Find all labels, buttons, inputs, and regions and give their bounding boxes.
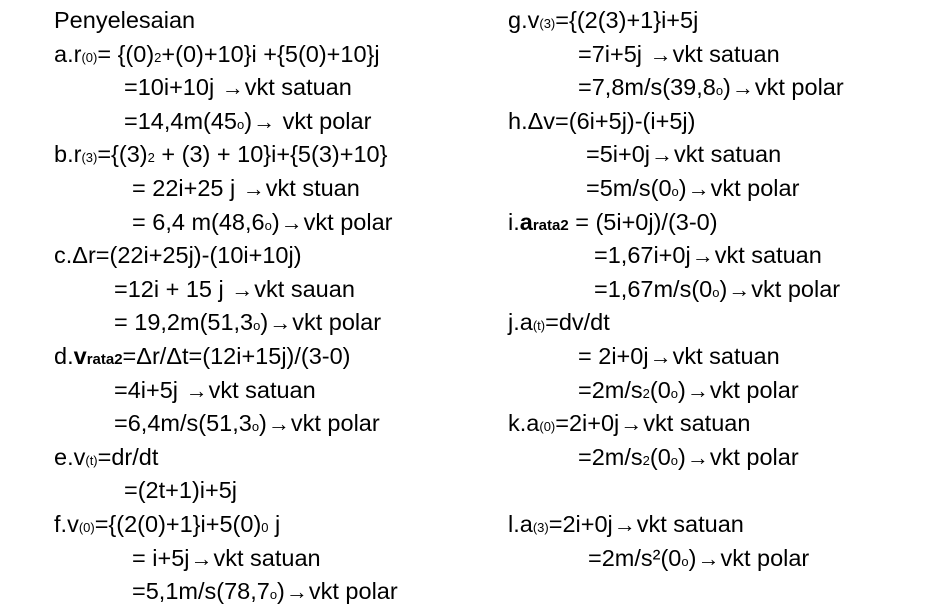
equation-text: vkt polar bbox=[308, 578, 398, 605]
equation-text: =7,8m/s(39,8 bbox=[578, 74, 716, 101]
subscript: (3) bbox=[539, 16, 556, 31]
solution-line bbox=[54, 340, 494, 374]
equation-text: =dv/dt bbox=[545, 309, 610, 336]
equation-text: =4i+5j bbox=[114, 376, 185, 403]
subscript: (0) bbox=[78, 519, 95, 535]
equation-text: ) bbox=[678, 376, 686, 403]
arrow-right-icon: → bbox=[221, 75, 244, 101]
superscript: 2 bbox=[642, 385, 650, 401]
equation-text: ={(2(0)+1}i+5(0) bbox=[94, 510, 262, 537]
arrow-right-icon: → bbox=[613, 511, 636, 537]
equation-text: vkt polar bbox=[754, 74, 844, 101]
equation-text: vkt polar bbox=[303, 208, 393, 235]
arrow-right-icon: → bbox=[269, 310, 292, 336]
equation-text: = {(0) bbox=[97, 40, 155, 67]
solution-line bbox=[54, 105, 494, 139]
solution-line bbox=[54, 441, 494, 475]
bold-symbol: a bbox=[519, 208, 533, 235]
subscript: (t) bbox=[85, 452, 98, 468]
arrow-right-icon: → bbox=[190, 545, 213, 571]
equation-text: v bbox=[73, 443, 86, 470]
superscript: o bbox=[237, 116, 245, 132]
solution-line bbox=[54, 474, 494, 508]
step-label: g. bbox=[508, 7, 528, 33]
equation-text: +(0)+10}i +{5(0)+10}j bbox=[161, 40, 380, 67]
step-label: l. bbox=[508, 510, 520, 537]
arrow-right-icon: → bbox=[620, 411, 643, 437]
solution-line bbox=[54, 172, 494, 206]
step-label: j. bbox=[508, 309, 520, 336]
arrow-right-icon: → bbox=[697, 545, 720, 571]
solution-line bbox=[54, 374, 494, 408]
superscript: o bbox=[712, 284, 720, 300]
arrow-right-icon: → bbox=[728, 276, 751, 302]
equation-text: ={(3) bbox=[97, 141, 148, 168]
superscript: 2 bbox=[147, 150, 155, 166]
solution-line bbox=[508, 71, 928, 105]
equation-text: =5i+0j bbox=[586, 141, 651, 168]
equation-text: vkt polar bbox=[292, 309, 382, 336]
equation-text: vkt sauan bbox=[254, 275, 355, 302]
solution-right-column bbox=[508, 4, 928, 575]
solution-line bbox=[508, 508, 928, 542]
solution-line bbox=[508, 4, 928, 38]
solution-line bbox=[54, 306, 494, 340]
solution-line bbox=[508, 374, 928, 408]
equation-text: v bbox=[527, 7, 540, 33]
subscript: rata2 bbox=[86, 350, 123, 368]
equation-text: vkt satuan bbox=[244, 74, 352, 101]
superscript: o bbox=[264, 217, 272, 233]
superscript: o bbox=[670, 452, 679, 468]
subscript: (3) bbox=[532, 519, 549, 535]
equation-text: = 6,4 m(48,6 bbox=[132, 208, 265, 235]
equation-text: ) bbox=[277, 578, 285, 605]
equation-text: ) bbox=[678, 443, 686, 470]
solution-line bbox=[54, 38, 494, 72]
equation-text: =2m/s bbox=[578, 443, 643, 470]
equation-text: vkt satuan bbox=[672, 342, 780, 369]
arrow-right-icon: → bbox=[267, 411, 290, 437]
superscript: o bbox=[670, 385, 679, 401]
equation-text: vkt polar bbox=[709, 376, 799, 403]
equation-text: = 2i+0j bbox=[578, 342, 649, 369]
solution-line bbox=[508, 138, 928, 172]
step-label: k. bbox=[508, 410, 527, 437]
solution-line bbox=[508, 239, 928, 273]
subscript: (0) bbox=[539, 419, 556, 435]
step-label: a. bbox=[54, 40, 74, 67]
equation-text: =2m/s bbox=[578, 376, 643, 403]
step-label: d. bbox=[54, 342, 74, 369]
arrow-right-icon: → bbox=[231, 276, 254, 302]
solution-line bbox=[508, 306, 928, 340]
equation-text: ={(2(3)+1}i+5j bbox=[555, 7, 699, 33]
equation-text: ) bbox=[678, 174, 687, 201]
equation-text: a bbox=[526, 410, 540, 437]
equation-text: vkt stuan bbox=[265, 174, 360, 201]
solution-line bbox=[54, 273, 494, 307]
step-label: e. bbox=[54, 443, 74, 470]
equation-text: vkt polar bbox=[751, 275, 841, 302]
equation-text: (0 bbox=[649, 376, 671, 403]
equation-text: =1,67i+0j bbox=[594, 242, 691, 269]
equation-text: + (3) + 10}i+{5(3)+10} bbox=[154, 141, 388, 168]
equation-text: r bbox=[73, 40, 82, 67]
step-label: b. bbox=[54, 141, 74, 168]
equation-text: Δr=(22i+25j)-(10i+10j) bbox=[72, 242, 302, 269]
equation-text: =7i+5j bbox=[578, 40, 649, 67]
superscript: 2 bbox=[154, 49, 162, 65]
equation-text: =Δr/Δt=(12i+15j)/(3-0) bbox=[122, 342, 351, 369]
equation-text: vkt satuan bbox=[672, 40, 780, 67]
solution-line bbox=[508, 206, 928, 240]
equation-text: ) bbox=[260, 309, 269, 336]
equation-text: vkt polar bbox=[710, 174, 800, 201]
arrow-right-icon: → bbox=[253, 108, 276, 134]
subscript: (3) bbox=[81, 150, 98, 166]
equation-text: =5m/s(0 bbox=[586, 174, 672, 201]
equation-text: ) bbox=[244, 107, 253, 134]
solution-line bbox=[54, 407, 494, 441]
arrow-right-icon: → bbox=[687, 175, 710, 201]
equation-text: ) bbox=[259, 410, 267, 437]
equation-text: vkt satuan bbox=[674, 141, 782, 168]
equation-text: vkt satuan bbox=[636, 510, 744, 537]
equation-text: vkt satuan bbox=[213, 544, 321, 571]
arrow-right-icon: → bbox=[285, 579, 308, 605]
solution-title: Penyelesaian bbox=[54, 7, 196, 33]
solution-line bbox=[508, 38, 928, 72]
equation-text: j bbox=[268, 510, 281, 537]
step-label: i. bbox=[508, 208, 520, 235]
superscript: 0 bbox=[261, 519, 269, 535]
solution-line bbox=[54, 542, 494, 576]
arrow-right-icon: → bbox=[280, 209, 303, 235]
solution-line bbox=[54, 138, 494, 172]
superscript: o bbox=[251, 419, 260, 435]
equation-text: ) bbox=[723, 74, 731, 101]
solution-left-column bbox=[54, 4, 494, 609]
superscript: o bbox=[269, 587, 278, 603]
equation-text: vkt polar bbox=[709, 443, 799, 470]
equation-text: a bbox=[519, 510, 533, 537]
equation-text: a bbox=[519, 309, 533, 336]
equation-text: =2m/s²(0 bbox=[588, 544, 682, 571]
superscript: 2 bbox=[642, 452, 650, 468]
arrow-right-icon: → bbox=[649, 343, 672, 369]
arrow-right-icon: → bbox=[651, 142, 674, 168]
equation-text: =1,67m/s(0 bbox=[594, 275, 713, 302]
step-label: f. bbox=[54, 510, 68, 537]
solution-line bbox=[508, 105, 928, 139]
superscript: o bbox=[681, 553, 689, 569]
arrow-right-icon: → bbox=[242, 175, 265, 201]
equation-text: =10i+10j bbox=[124, 74, 221, 101]
solution-line bbox=[54, 71, 494, 105]
equation-text: =5,1m/s(78,7 bbox=[132, 578, 270, 605]
equation-text: =(2t+1)i+5j bbox=[124, 477, 238, 504]
solution-line bbox=[54, 575, 494, 609]
equation-text: =2i+0j bbox=[548, 510, 613, 537]
equation-text: vkt satuan bbox=[643, 410, 751, 437]
step-label: h. bbox=[508, 107, 528, 134]
equation-text: = 19,2m(51,3 bbox=[114, 309, 254, 336]
equation-text: vkt polar bbox=[276, 107, 372, 134]
equation-text: v bbox=[67, 510, 79, 537]
arrow-right-icon: → bbox=[649, 41, 672, 67]
equation-text: = i+5j bbox=[132, 544, 190, 571]
subscript: (0) bbox=[81, 49, 98, 65]
equation-text: (0 bbox=[649, 443, 671, 470]
equation-text: =dr/dt bbox=[97, 443, 159, 470]
equation-text: =14,4m(45 bbox=[124, 107, 238, 134]
arrow-right-icon: → bbox=[731, 75, 754, 101]
arrow-right-icon: → bbox=[691, 243, 714, 269]
superscript: o bbox=[715, 83, 724, 99]
arrow-right-icon: → bbox=[686, 444, 709, 470]
subscript: rata2 bbox=[532, 216, 569, 234]
solution-line bbox=[54, 206, 494, 240]
equation-text: ) bbox=[271, 208, 280, 235]
solution-line bbox=[508, 340, 928, 374]
solution-line bbox=[54, 239, 494, 273]
equation-text: =12i + 15 j bbox=[114, 275, 231, 302]
superscript: o bbox=[253, 318, 261, 334]
arrow-right-icon: → bbox=[185, 377, 208, 403]
equation-text: = (5i+0j)/(3-0) bbox=[568, 208, 718, 235]
equation-text: = 22i+25 j bbox=[132, 174, 242, 201]
arrow-right-icon: → bbox=[686, 377, 709, 403]
solution-line bbox=[508, 474, 928, 508]
subscript: (t) bbox=[532, 318, 546, 334]
solution-line bbox=[508, 407, 928, 441]
equation-text: =2i+0j bbox=[555, 410, 620, 437]
equation-text: vkt satuan bbox=[714, 242, 822, 269]
bold-symbol: v bbox=[73, 342, 87, 369]
superscript: o bbox=[671, 183, 679, 199]
equation-text: r bbox=[73, 141, 82, 168]
solution-line bbox=[508, 273, 928, 307]
equation-text: vkt satuan bbox=[208, 376, 316, 403]
equation-text: vkt polar bbox=[720, 544, 810, 571]
solution-line bbox=[54, 508, 494, 542]
equation-text: ) bbox=[719, 275, 728, 302]
equation-text: vkt polar bbox=[290, 410, 380, 437]
solution-line bbox=[508, 542, 928, 576]
equation-text: =6,4m/s(51,3 bbox=[114, 410, 252, 437]
solution-line bbox=[508, 441, 928, 475]
solution-line bbox=[508, 172, 928, 206]
equation-text: Δv=(6i+5j)-(i+5j) bbox=[527, 107, 696, 134]
step-label: c. bbox=[54, 242, 73, 269]
equation-text: ) bbox=[688, 544, 697, 571]
